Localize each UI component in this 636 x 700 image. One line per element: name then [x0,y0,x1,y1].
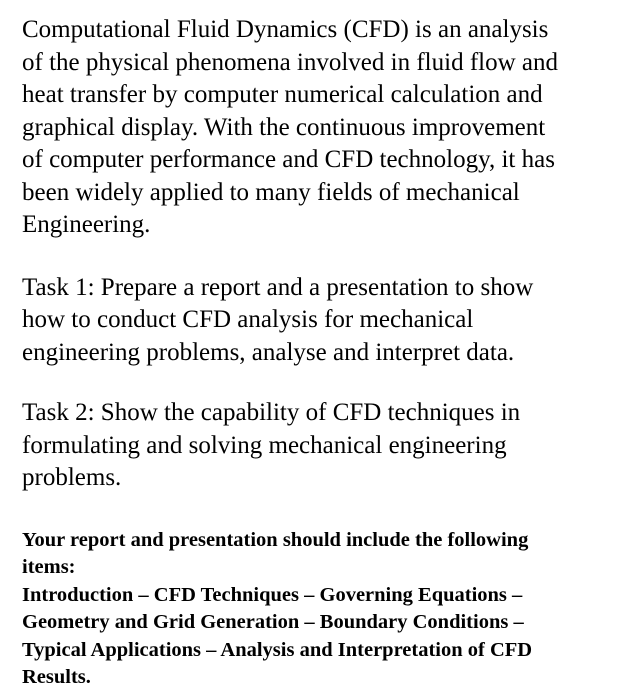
task-1-line: engineering problems, analyse and interpret data. [22,338,515,366]
intro-line: of computer performance and CFD technology, it has [22,146,555,173]
requirements-line: Geometry and Grid Generation – Boundary Conditions – [22,611,524,633]
requirements-line: Typical Applications – Analysis and Interpretation of CFD [22,638,533,661]
intro-line: Computational Fluid Dynamics (CFD) is an analysis [22,16,549,43]
requirements-paragraph [22,527,618,692]
intro-line: been widely applied to many fields of mechanical [22,178,520,206]
requirements-line: items: [22,556,76,578]
task-2-line: Task 2: Show the capability of CFD techniques in [22,399,521,426]
task-2-line: problems. [22,464,122,491]
intro-line: heat transfer by computer numerical calculation and [22,81,543,108]
requirements-line: Your report and presentation should include the following [22,528,529,551]
task-2-line: formulating and solving mechanical engineering [22,431,507,459]
document-page [22,14,618,692]
intro-line: graphical display. With the continuous improvement [22,113,546,141]
intro-line: Engineering. [22,211,151,238]
task-2-paragraph [22,397,618,495]
requirements-line: Introduction – CFD Techniques – Governing Equations – [22,583,523,606]
task-1-paragraph [22,272,618,370]
task-1-line: how to conduct CFD analysis for mechanical [22,306,474,333]
intro-line: of the physical phenomena involved in fluid flow and [22,48,558,76]
task-1-line: Task 1: Prepare a report and a presentation to show [22,273,534,301]
requirements-line: Results. [22,666,91,688]
intro-paragraph [22,14,618,242]
